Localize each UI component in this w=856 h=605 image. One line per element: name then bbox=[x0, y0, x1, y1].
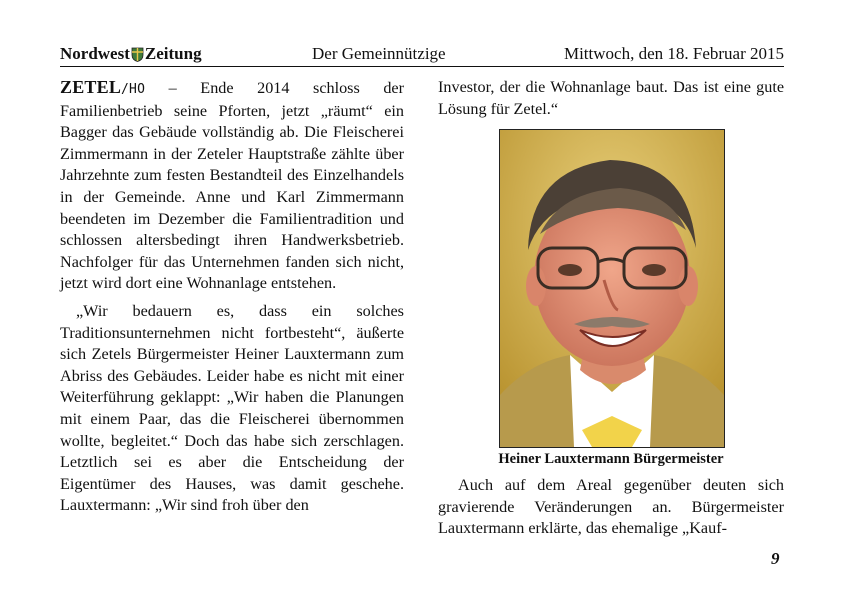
dateline bbox=[60, 77, 145, 97]
paragraph-1-text: – Ende 2014 schloss der Familienbetrieb seine Pforten, jetzt „räumt“ ein Bagger das Gebäude vollständig ab. Die Fleischerei Zimmermann in der Zeteler Hauptstraße zählte über Jahrzehnte zum festen Bestandteil des Einzelhandels in der Gemeinde. Anne und Karl Zimmermann beendeten im Dezember die Familientradition und schlossen altersbedingt ihren Handwerksbetrieb. Nachfolger für das Unternehmen fanden sich nicht, jetzt wird dort eine Wohnanlage entstehen. bbox=[60, 79, 404, 293]
dateline-place: ZETEL bbox=[60, 77, 122, 97]
section-title: Der Gemeinnützige bbox=[312, 44, 446, 63]
article-column-right-bottom bbox=[438, 475, 784, 540]
issue-date: Mittwoch, den 18. Februar 2015 bbox=[563, 44, 784, 63]
article-paragraph-2: „Wir bedauern es, dass ein solches Traditionsunternehmen nicht fortbesteht“, äußerte sich Zetels Bürgermeister Heiner Lauxtermann zum Abriss des Gebäudes. Leider habe es nicht mit einer Weiterführung geklappt: „Wir haben die Planungen mit einem Paar, das die Fleischerei übernommen wollte, begleitet.“ Doch das habe sich zerschlagen. Letztlich sei es aber die Entscheidung der Eigentümer des Hauses, was damit geschehe. Lauxtermann: „Wir sind froh über den bbox=[60, 301, 404, 515]
coat-of-arms-icon bbox=[131, 47, 144, 62]
article-column-right-top bbox=[438, 77, 784, 120]
dateline-agency: /HO bbox=[121, 82, 146, 97]
newspaper-name-part1: Nordwest bbox=[60, 44, 130, 63]
portrait-photo bbox=[499, 129, 725, 448]
newspaper-name bbox=[60, 44, 202, 64]
newspaper-name-part2: Zeitung bbox=[144, 44, 202, 63]
article-paragraph-3: Auch auf dem Areal gegenüber deuten sich gravierende Veränderungen an. Bürgermeister Lauxtermann erklärte, das ehemalige „Kauf- bbox=[438, 476, 784, 538]
article-column-left bbox=[60, 77, 404, 517]
article-paragraph-2-continued: Investor, der die Wohnanlage baut. Das ist eine gute Lösung für Zetel.“ bbox=[438, 78, 784, 118]
article-paragraph-1 bbox=[60, 77, 404, 295]
page-header bbox=[60, 44, 784, 67]
photo-caption: Heiner Lauxtermann Bürgermeister bbox=[498, 451, 724, 467]
page-number: 9 bbox=[771, 549, 780, 568]
portrait-photo-image bbox=[500, 130, 724, 447]
